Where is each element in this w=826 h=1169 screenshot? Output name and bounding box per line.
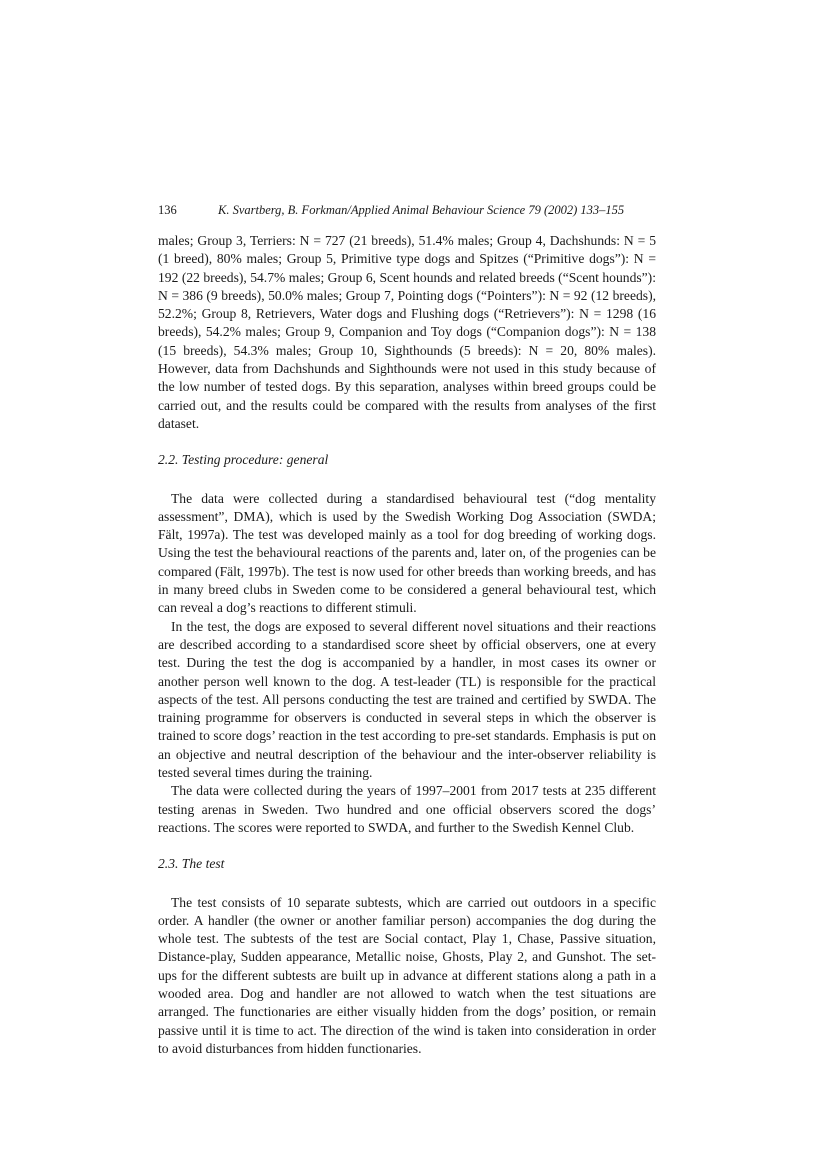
continued-paragraph: males; Group 3, Terriers: N = 727 (21 breeds), 51.4% males; Group 4, Dachshunds: N = 5 (1 breed), 80% males; Group 5, Primitive type dogs and Spitzes (“Primitive dogs”): N = 192 (22 breeds), 54.7% males; Group 6, Scent hounds and related breeds (“Scent hounds”): N = 386 (9 breeds), 50.0% males; Group 7, Pointing dogs (“Pointers”): N = 92 (12 breeds), 52.2%; Group 8, Retrievers, Water dogs and Flushing dogs (“Retrievers”): N = 1298 (16 breeds), 54.2% males; Group 9, Companion and Toy dogs (“Companion dogs”): N = 138 (15 breeds), 54.3% males; Group 10, Sighthounds (5 breeds): N = 20, 80% males). However, data from Dachshunds and Sighthounds were not used in this study because of the low number of tested dogs. By this separation, analyses within breed groups could be carried out, and the results could be compared with the results from analyses of the first dataset. <box>158 233 656 431</box>
section-heading-2-3: 2.3. The test <box>158 856 225 872</box>
body-text <box>158 232 656 1058</box>
journal-citation: K. Svartberg, B. Forkman/Applied Animal Behaviour Science 79 (2002) 133–155 <box>218 203 625 217</box>
section-heading-2-2: 2.2. Testing procedure: general <box>158 452 329 468</box>
paragraph: The test consists of 10 separate subtests, which are carried out outdoors in a specific order. A handler (the owner or another familiar person) accompanies the dog during the whole test. The subtests of the test are Social contact, Play 1, Chase, Passive situation, Distance-play, Sudden appearance, Metallic noise, Ghosts, Play 2, and Gunshot. The set-ups for the different subtests are built up in advance at different stations along a path in a wooded area. Dog and handler are not allowed to watch when the test situations are arranged. The functionaries are either visually hidden from the dogs’ position, or remain passive until it is time to act. The direction of the wind is taken into consideration in order to avoid disturbances from hidden functionaries. <box>158 894 656 1056</box>
paragraph: The data were collected during a standardised behavioural test (“dog mentality assessment”, DMA), which is used by the Swedish Working Dog Association (SWDA; Fält, 1997a). The test was developed mainly as a tool for dog breeding of working dogs. Using the test the behavioural reactions of the parents and, later on, of the progenies can be compared (Fält, 1997b). The test is now used for other breeds than working breeds, and has in many breed clubs in Sweden come to be considered a general behavioural test, which can reveal a dog’s reactions to different stimuli. <box>158 490 656 616</box>
paragraph: In the test, the dogs are exposed to several different novel situations and their reactions are described according to a standardised score sheet by official observers, one at every test. During the test the dog is accompanied by a handler, in most cases its owner or another person well known to the dog. A test-leader (TL) is responsible for the practical aspects of the test. All persons conducting the test are trained and certified by SWDA. The training programme for observers is conducted in several steps in which the observer is trained to score dogs’ reaction in the test according to pre-set standards. Emphasis is put on an objective and neutral description of the behaviour and the inter-observer reliability is tested several times during the training. <box>158 618 656 781</box>
running-header <box>158 202 678 218</box>
paragraph: The data were collected during the years of 1997–2001 from 2017 tests at 235 different testing arenas in Sweden. Two hundred and one official observers scored the dogs’ reactions. The scores were reported to SWDA, and further to the Swedish Kennel Club. <box>158 783 656 835</box>
page-number: 136 <box>158 203 177 217</box>
